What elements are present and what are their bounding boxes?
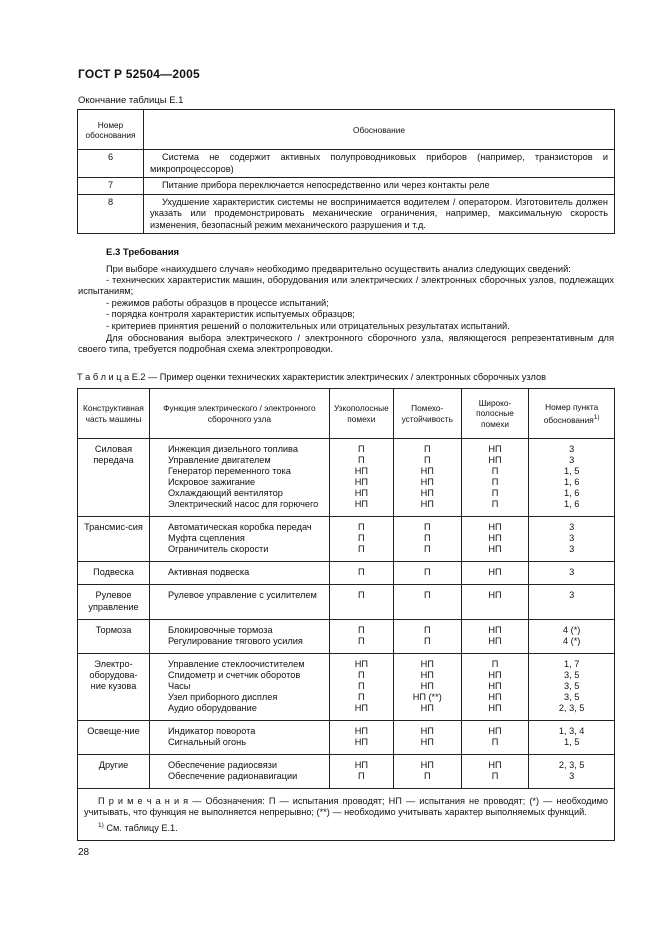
header-ref [529,389,615,439]
narrowband-cell-line: НП [354,759,368,770]
immunity-cell [393,439,461,517]
immunity-cell [393,585,461,620]
ref-cell-line: 1, 6 [563,477,580,487]
table1-row [78,150,615,178]
ref-cell-line: 3 [569,590,575,601]
broadband-cell-line: НП [488,590,502,601]
narrowband-cell-line: П [358,680,365,691]
ref-cell-line: 4 (*) [562,635,581,646]
immunity-cell-line: П [423,770,431,781]
narrowband-cell [329,585,393,620]
table2-notes [78,788,615,840]
broadband-cell-line: П [491,658,499,669]
broadband-cell-line: НП [488,702,502,713]
function-cell-line: Управление двигателем [167,455,271,465]
broadband-cell-line: НП [488,544,502,554]
ref-cell-line: 3 [569,770,575,781]
broadband-cell-line: НП [488,455,502,465]
narrowband-cell-line: П [358,455,365,465]
machine-part: Другие [78,754,150,788]
immunity-cell-line: НП (**) [412,691,442,702]
table1-col1-header: Номер обоснования [78,110,144,150]
machine-part: Освеще-ние [78,720,150,754]
function-cell-line: Искровое зажигание [167,477,256,487]
function-cell-line: Обеспечение радиосвязи [167,759,278,770]
function-cell-line: Генератор переменного тока [167,466,291,476]
ref-cell-line: 3 [569,567,575,577]
footnote-text: См. таблицу Е.1. [106,822,178,833]
narrowband-cell-line: НП [354,725,368,736]
broadband-cell-line: НП [488,680,502,691]
narrowband-cell-line: П [358,635,365,646]
ref-cell-line: 1, 6 [563,499,580,509]
function-cell-line: Часы [167,680,191,691]
ref-cell-line: 3, 5 [563,691,580,702]
ref-cell-line: 3 [569,455,575,465]
narrowband-cell-line: П [358,444,365,454]
table2-group-row [78,619,615,653]
immunity-cell-line: П [423,635,431,646]
section-item: - режимов работы образцов в процессе испытаний; [106,298,329,308]
ref-cell [529,653,615,720]
ref-cell-line: 2, 3, 5 [558,759,585,770]
broadband-cell [461,585,529,620]
immunity-cell-line: НП [420,466,434,476]
ref-cell-line: 3, 5 [563,680,580,691]
function-cell [149,517,329,562]
immunity-cell-line: НП [420,759,434,770]
function-cell-line: Электрический насос для горючего [167,499,319,509]
ref-cell-line: 2, 3, 5 [558,702,585,713]
table1-num: 6 [78,150,144,178]
broadband-cell-line: НП [488,691,502,702]
table2-group-row [78,585,615,620]
ref-cell-line: 1, 5 [563,736,580,747]
narrowband-cell [329,653,393,720]
narrowband-cell-line: П [358,544,365,554]
machine-part: Трансмис-сия [78,517,150,562]
function-cell [149,720,329,754]
narrowband-cell [329,439,393,517]
ref-cell-line: 4 (*) [562,624,581,635]
ref-cell [529,517,615,562]
function-cell-line: Охлаждающий вентилятор [167,488,283,498]
table2-group-row [78,562,615,585]
header-ref-footnote-mark: 1) [593,413,600,421]
ref-cell [529,619,615,653]
narrowband-cell-line: НП [354,499,368,509]
immunity-cell-line: П [423,590,431,601]
immunity-cell [393,562,461,585]
function-cell-line: Рулевое управление с усилителем [167,590,317,601]
narrowband-cell-line: П [358,533,365,543]
table1-text: Система не содержит активных полупроводниковых приборов (например, транзисторов и микропроцессоров) [144,150,615,178]
function-cell-line: Сигнальный огонь [167,736,246,747]
narrowband-cell-line: НП [354,488,368,498]
narrowband-cell-line: НП [354,658,368,669]
ref-cell-line: 3 [569,444,575,454]
function-cell-line: Активная подвеска [167,567,250,577]
table2-header-row [78,389,615,439]
footnote-mark: 1) [98,821,104,829]
broadband-cell-line: П [491,477,499,487]
immunity-cell [393,720,461,754]
narrowband-cell-line: НП [354,477,368,487]
table1-text: Питание прибора переключается непосредственно или через контакты реле [144,178,615,195]
immunity-cell-line: П [423,544,431,554]
immunity-cell [393,517,461,562]
machine-part: Рулевое управление [78,585,150,620]
immunity-cell [393,754,461,788]
header-narrow: Узкополосные помехи [329,389,393,439]
header-immunity: Помехо-устойчивость [393,389,461,439]
table1-col2-header: Обоснование [144,110,615,150]
header-part: Конструктивная часть машины [78,389,150,439]
narrowband-cell-line: П [358,624,365,635]
function-cell-line: Управление стеклоочистителем [167,658,305,669]
function-cell-line: Узел приборного дисплея [167,691,278,702]
broadband-cell [461,619,529,653]
narrowband-cell-line: П [358,669,365,680]
ref-cell-line: 3 [569,544,575,554]
ref-cell-line: 3 [569,522,575,532]
function-cell [149,619,329,653]
function-cell-line: Спидометр и счетчик оборотов [167,669,301,680]
broadband-cell [461,439,529,517]
function-cell-line: Регулирование тягового усилия [167,635,303,646]
table2-note: П р и м е ч а н и я — Обозначения: П — испытания проводят; НП — испытания не проводят; (*) — необходимо учитывать, что функция не выполняется непрерывно; (**) — необходимо учитывать характер выполняемых функций. [84,795,608,817]
section-intro: При выборе «наихудшего случая» необходимо предварительно осуществить анализ следующих сведений: [106,264,571,274]
immunity-cell-line: НП [420,477,434,487]
table2-group-row [78,720,615,754]
narrowband-cell-line: П [358,590,365,601]
header-function: Функция электрического / электронного сборочного узла [149,389,329,439]
function-cell-line: Блокировочные тормоза [167,624,273,635]
table2-group-row [78,517,615,562]
table2-group-row [78,754,615,788]
function-cell [149,439,329,517]
section-closing: Для обоснования выбора электрического / электронного сборочного узла, являющегося репрезентативным для своего типа, требуется подробная схема электропроводки. [78,333,614,355]
narrowband-cell [329,562,393,585]
immunity-cell-line: НП [420,702,434,713]
function-cell-line: Обеспечение радионавигации [167,770,298,781]
broadband-cell [461,517,529,562]
machine-part: Силовая передача [78,439,150,517]
narrowband-cell [329,619,393,653]
ref-cell-line: 3 [569,533,575,543]
immunity-cell-line: П [423,522,431,532]
narrowband-cell-line: П [358,567,365,577]
immunity-cell-line: НП [420,736,434,747]
table1-caption: Окончание таблицы Е.1 [78,95,184,106]
function-cell-line: Муфта сцепления [167,533,245,543]
broadband-cell [461,754,529,788]
narrowband-cell [329,517,393,562]
function-cell [149,653,329,720]
ref-cell [529,720,615,754]
table1-row [78,194,615,234]
machine-part: Подвеска [78,562,150,585]
ref-cell [529,439,615,517]
immunity-cell-line: П [423,455,431,465]
function-cell-line: Ограничитель скорости [167,544,269,554]
header-broad: Широко-полосные помехи [461,389,529,439]
table1-row [78,178,615,195]
narrowband-cell-line: П [358,522,365,532]
function-cell-line: Аудио оборудование [167,702,257,713]
machine-part: Электро-оборудова-ние кузова [78,653,150,720]
broadband-cell-line: НП [488,635,502,646]
ref-cell [529,585,615,620]
broadband-cell-line: НП [488,567,502,577]
ref-cell-line: 1, 5 [563,466,580,476]
ref-cell-line: 1, 6 [563,488,580,498]
immunity-cell-line: П [423,567,431,577]
ref-cell [529,562,615,585]
narrowband-cell [329,720,393,754]
ref-cell-line: 1, 7 [563,658,580,669]
broadband-cell-line: П [491,736,499,747]
narrowband-cell-line: НП [354,702,368,713]
immunity-cell [393,619,461,653]
table1-num: 7 [78,178,144,195]
section-item: - критериев принятия решений о положительных или отрицательных результатах испытаний. [106,321,510,331]
table1 [77,109,615,234]
broadband-cell-line: НП [488,522,502,532]
broadband-cell-line: П [491,499,499,509]
immunity-cell-line: П [423,444,431,454]
immunity-cell-line: НП [420,669,434,680]
table1-num: 8 [78,194,144,234]
function-cell [149,754,329,788]
immunity-cell-line: НП [420,658,434,669]
section-item: - технических характеристик машин, оборудования или электрических / электронных сборочных узлов, подлежащих испытаниям; [78,275,614,297]
function-cell-line: Инжекция дизельного топлива [167,444,298,454]
table2 [77,388,615,841]
broadband-cell-line: НП [488,759,502,770]
table2-group-row [78,439,615,517]
narrowband-cell [329,754,393,788]
immunity-cell-line: НП [420,488,434,498]
machine-part: Тормоза [78,619,150,653]
section-title: Е.3 Требования [106,247,180,258]
immunity-cell-line: НП [420,680,434,691]
broadband-cell-line: П [491,466,499,476]
narrowband-cell-line: НП [354,736,368,747]
function-cell [149,585,329,620]
immunity-cell-line: НП [420,499,434,509]
immunity-cell-line: П [423,624,431,635]
broadband-cell-line: НП [488,725,502,736]
broadband-cell [461,653,529,720]
broadband-cell-line: П [491,488,499,498]
broadband-cell [461,720,529,754]
immunity-cell [393,653,461,720]
table2-caption: Т а б л и ц а Е.2 — Пример оценки технических характеристик электрических / электронных сборочных узлов [77,372,546,382]
broadband-cell [461,562,529,585]
function-cell [149,562,329,585]
header-ref-label: Номер пункта обоснования [543,402,599,425]
function-cell-line: Индикатор поворота [167,725,256,736]
section-item: - порядка контроля характеристик испытуемых образцов; [106,309,355,319]
table2-group-row [78,653,615,720]
ref-cell-line: 3, 5 [563,669,580,680]
narrowband-cell-line: НП [354,466,368,476]
broadband-cell-line: П [491,770,499,781]
table2-footnote [84,820,608,834]
immunity-cell-line: П [423,533,431,543]
broadband-cell-line: НП [488,669,502,680]
broadband-cell-line: НП [488,444,502,454]
function-cell-line: Автоматическая коробка передач [167,522,312,532]
ref-cell-line: 1, 3, 4 [558,725,585,736]
narrowband-cell-line: П [358,691,365,702]
table1-text: Ухудшение характеристик системы не воспринимается водителем / оператором. Изготовитель должен указать или продемонстрировать механические ограничения, например, максимальную скорость изменения, безопасный режим механического разрушения и т.д. [144,194,615,234]
immunity-cell-line: НП [420,725,434,736]
document-header: ГОСТ Р 52504—2005 [78,67,200,81]
page-number: 28 [78,847,90,858]
narrowband-cell-line: П [358,770,365,781]
broadband-cell-line: НП [488,624,502,635]
ref-cell [529,754,615,788]
broadband-cell-line: НП [488,533,502,543]
